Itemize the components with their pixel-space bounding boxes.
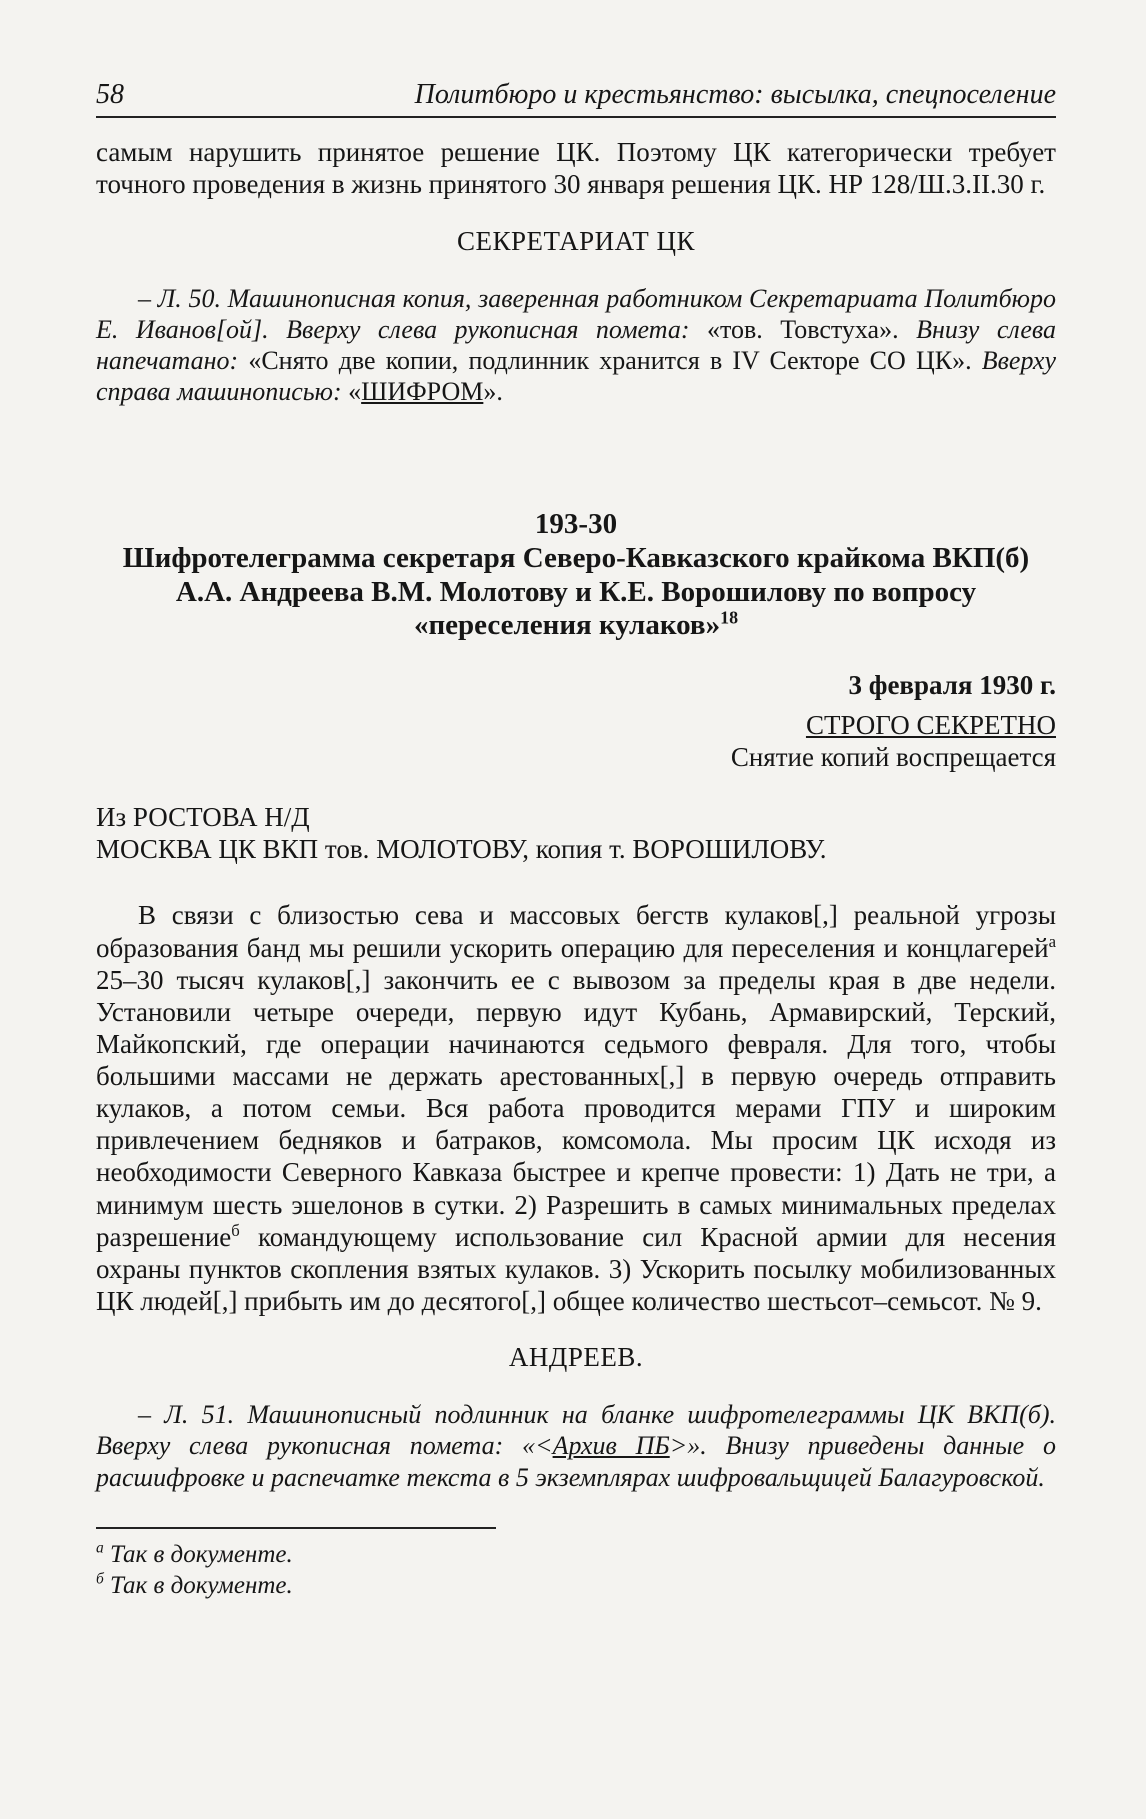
page-number: 58 — [96, 79, 124, 110]
note-source: – Л. 50. Машинописная копия, заверенная работником Секретариата Политбюро Е. Иванов[ой]. Вверху слева рукописная помета: — [96, 283, 1056, 344]
note-quote-1: «тов. Товстуха». — [706, 314, 899, 344]
footnote-b-mark: б — [96, 1570, 104, 1588]
document-signature: АНДРЕЕВ. — [508, 1342, 644, 1373]
note-quote-3-close: ». — [483, 377, 503, 407]
document-date: 3 февраля 1930 г. — [848, 669, 1056, 700]
doc-note-1: – Л. 51. Машинописный подлинник на бланке шифротелеграммы ЦК ВКП(б). Вверху слева рукописная помета: «< — [96, 1400, 1056, 1461]
footnote-a-text: Так в документе. — [110, 1540, 293, 1568]
telegram-body — [96, 899, 1056, 1317]
footnote-a — [96, 1539, 1056, 1570]
note-mid-2: Вверху справа машинописью: — [96, 346, 1057, 407]
prev-doc-text: самым нарушить принятое решение ЦК. Поэтому ЦК категорически требует точного проведения в жизнь принятого 30 января решения ЦК. НР 128/Ш.3.II.30 г. — [96, 137, 1056, 200]
body-part-1: В связи с близостью сева и массовых бегств кулаков[,] реальной угрозы образования банд мы решили ускорить операцию для переселения и концлагерей — [96, 900, 1056, 963]
note-quote-3-word: ШИФРОМ — [361, 377, 484, 407]
body-part-2: 25–30 тысяч кулаков[,] закончить ее с вывозом за пределы края в две недели. Установили четыре очереди, первую идут Кубань, Армавирский, Терский, Майкопский, где операции начинаются седьмого февраля. Для того, чтобы большими массами не держать арестованных[,] в первую очередь отправить кулаков, а потом семьи. Вся работа проводится мерами ГПУ и широким привлечением бедняков и батраков, комсомола. Мы просим ЦК исходя из необходимости Северного Кавказа быстрее и крепче провести: 1) Дать не три, а минимум шесть эшелонов в сутки. 2) Разрешить в самых минимальных пределах разрешение — [96, 964, 1056, 1252]
running-head — [96, 78, 1056, 118]
copy-notice: Снятие копий воспрещается — [730, 742, 1056, 773]
footnote-divider — [96, 1527, 496, 1529]
note-quote-2: «Снято две копии, подлинник хранится в IV Секторе СО ЦК». — [248, 346, 972, 376]
prev-doc-archival-note — [96, 283, 1056, 408]
doc-note-2: >». Внизу приведены данные о расшифровке и распечатке текста в 5 экземплярах шифровальщицей Балагуровской. — [96, 1431, 1056, 1492]
prev-doc-signature: СЕКРЕТАРИАТ ЦК — [456, 225, 696, 256]
doc-note-archive: Архив ПБ — [552, 1431, 670, 1461]
document-title-text: Шифротелеграмма секретаря Северо-Кавказского крайкома ВКП(б) А.А. Андреева В.М. Молотову и К.Е. Ворошилову по вопросу «переселения кулаков» — [122, 541, 1030, 642]
running-title: Политбюро и крестьянство: высылка, спецпоселение — [414, 79, 1056, 110]
document-title — [96, 542, 1056, 643]
note-quote-3-open: « — [348, 377, 362, 407]
footnote-b-text: Так в документе. — [110, 1572, 293, 1599]
note-mid: Внизу слева напечатано: — [96, 314, 1057, 376]
document-number: 193-30 — [534, 508, 618, 541]
footnote-ref-a: а — [1048, 931, 1056, 951]
footnote-a-mark: а — [96, 1539, 104, 1557]
body-part-3: командующему использование сил Красной армии для несения охраны пунктов скопления взятых кулаков. 3) Ускорить посылку мобилизованных ЦК людей[,] прибыть им до десятого[,] общее количество шестьсот–семьсот. № 9. — [96, 1221, 1056, 1316]
document-title-note: 18 — [720, 607, 739, 628]
footnote-b — [96, 1570, 1056, 1601]
sender-line: Из РОСТОВА Н/Д — [96, 802, 310, 833]
document-archival-note — [96, 1399, 1056, 1493]
footnote-ref-b: б — [231, 1220, 240, 1240]
page — [96, 78, 1056, 1601]
recipient-line: МОСКВА ЦК ВКП тов. МОЛОТОВУ, копия т. ВОРОШИЛОВУ. — [96, 834, 827, 865]
classification — [96, 709, 1056, 741]
classification-text: СТРОГО СЕКРЕТНО — [805, 709, 1056, 740]
